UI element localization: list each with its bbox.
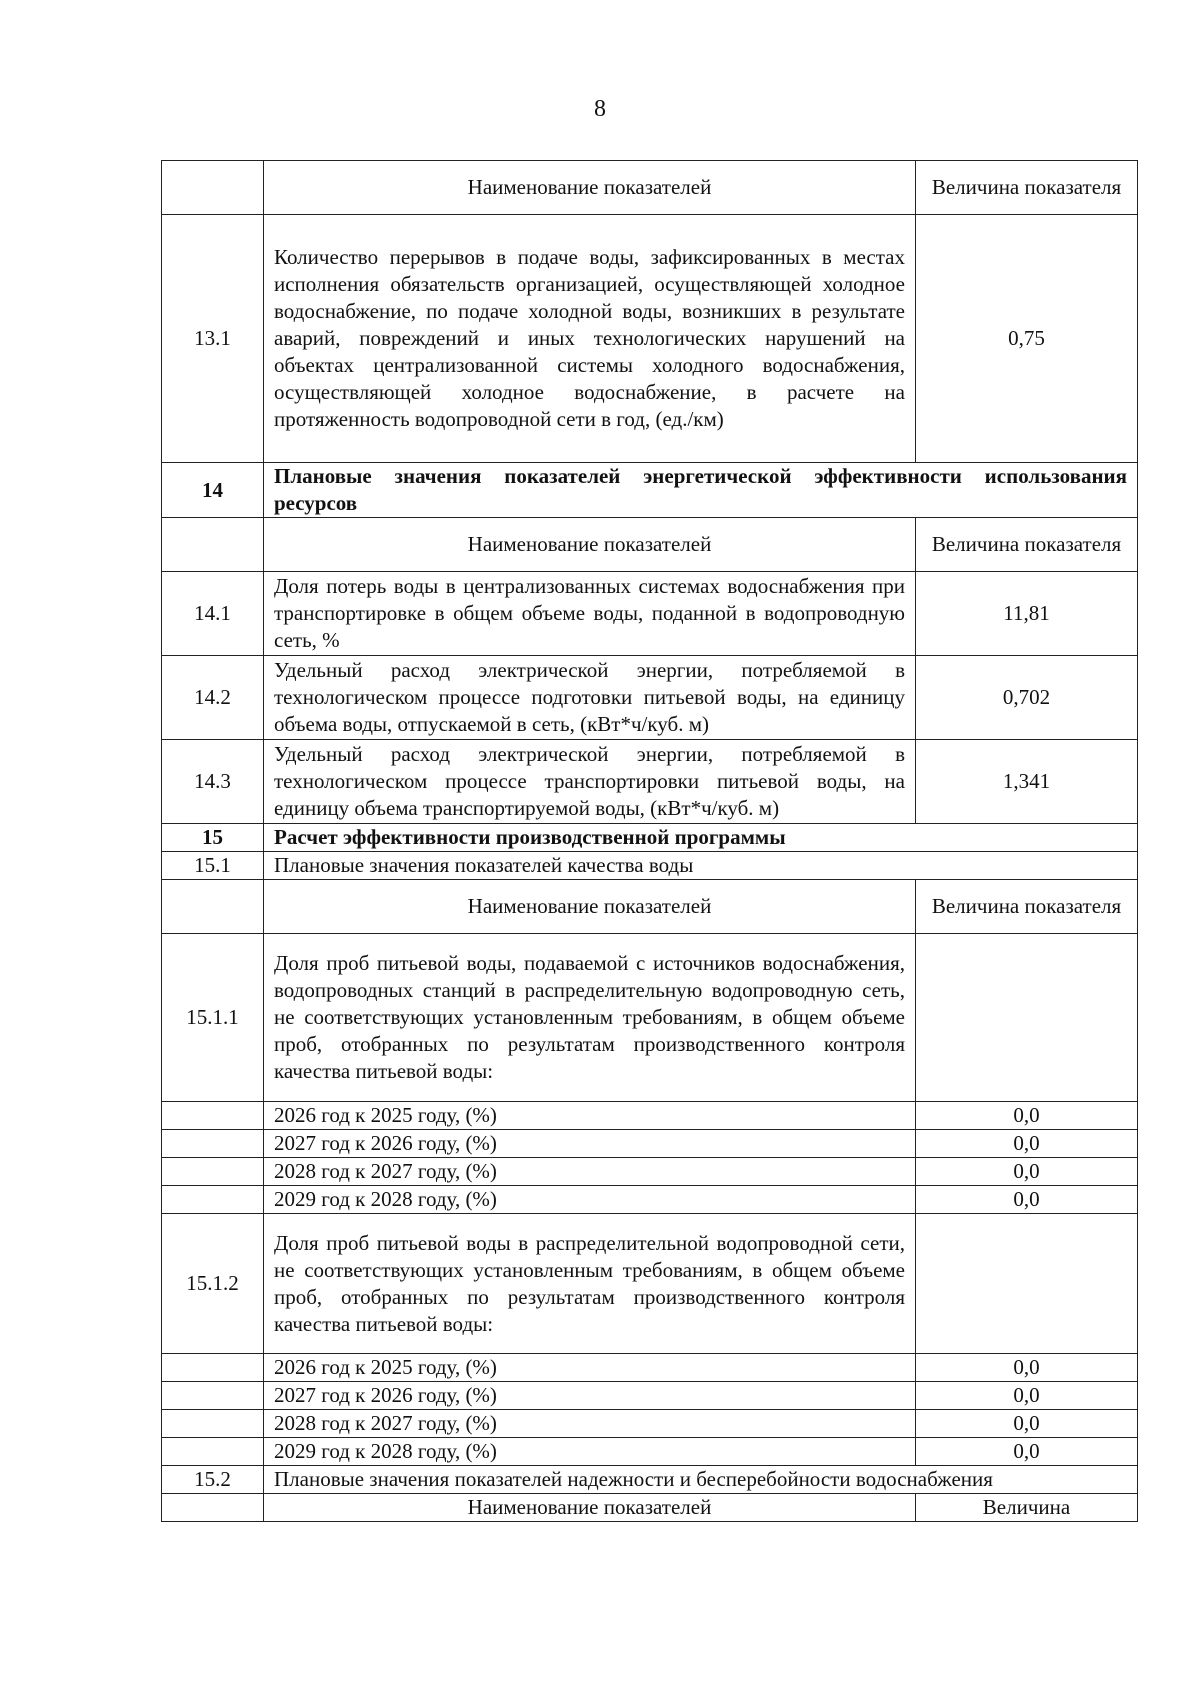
indicator-text: Удельный расход электрической энергии, потребляемой в технологическом процессе транспортировки питьевой воды, на единицу объема транспортируемой воды, (кВт*ч/куб. м): [264, 740, 916, 824]
year-label: 2029 год к 2028 году, (%): [264, 1186, 916, 1214]
year-label: 2027 год к 2026 году, (%): [264, 1130, 916, 1158]
header-name-cell: Наименование показателей: [264, 518, 916, 572]
empty-cell: [162, 1410, 264, 1438]
year-row: [162, 1410, 1138, 1438]
section-14-row: [162, 463, 1138, 518]
indicator-text: Удельный расход электрической энергии, потребляемой в технологическом процессе подготовки питьевой воды, на единицу объема воды, отпускаемой в сеть, (кВт*ч/куб. м): [264, 656, 916, 740]
empty-cell: [162, 161, 264, 215]
section-title: Плановые значения показателей энергетической эффективности использования ресурсов: [264, 463, 1138, 518]
year-label: 2028 год к 2027 году, (%): [264, 1158, 916, 1186]
empty-cell: [916, 1214, 1138, 1354]
year-label: 2029 год к 2028 году, (%): [264, 1438, 916, 1466]
section-title: Расчет эффективности производственной программы: [264, 824, 1138, 852]
year-value: 0,0: [916, 1102, 1138, 1130]
indicator-text: Количество перерывов в подаче воды, зафиксированных в местах исполнения обязательств организацией, осуществляющей холодное водоснабжение, по подаче холодной воды, возникших в результате аварий, повреждений и иных технологических нарушений на объектах централизованной системы холодного водоснабжения, осуществляющей холодное водоснабжение, в расчете на протяженность водопроводной сети в год, (ед./км): [264, 215, 916, 463]
table-header-row: [162, 161, 1138, 215]
header-value-cell: Величина показателя: [916, 161, 1138, 215]
header-value-cell: Величина показателя: [916, 880, 1138, 934]
year-value: 0,0: [916, 1158, 1138, 1186]
year-row: [162, 1354, 1138, 1382]
section-15-row: [162, 824, 1138, 852]
header-name-cell: Наименование показателей: [264, 880, 916, 934]
row-15-1-1: [162, 934, 1138, 1102]
empty-cell: [162, 1130, 264, 1158]
year-row: [162, 1130, 1138, 1158]
table-header-row: [162, 880, 1138, 934]
section-number: 14: [162, 463, 264, 518]
empty-cell: [162, 1494, 264, 1522]
row-number: 15.1.2: [162, 1214, 264, 1354]
empty-cell: [162, 1158, 264, 1186]
year-row: [162, 1186, 1138, 1214]
empty-cell: [162, 518, 264, 572]
year-row: [162, 1438, 1138, 1466]
indicator-text: Доля проб питьевой воды, подаваемой с источников водоснабжения, водопроводных станций в распределительную водопроводную сеть, не соответствующих установленным требованиям, в общем объеме проб, отобранных по результатам производственного контроля качества питьевой воды:: [264, 934, 916, 1102]
row-15-2: [162, 1466, 1138, 1494]
year-row: [162, 1382, 1138, 1410]
row-14-1: [162, 572, 1138, 656]
empty-cell: [162, 1102, 264, 1130]
row-number: 15.1: [162, 852, 264, 880]
year-value: 0,0: [916, 1382, 1138, 1410]
year-value: 0,0: [916, 1186, 1138, 1214]
empty-cell: [916, 934, 1138, 1102]
year-value: 0,0: [916, 1410, 1138, 1438]
indicators-table: [161, 160, 1138, 1522]
year-row: [162, 1158, 1138, 1186]
year-label: 2026 год к 2025 году, (%): [264, 1102, 916, 1130]
indicator-text: Доля проб питьевой воды в распределительной водопроводной сети, не соответствующих установленным требованиям, в общем объеме проб, отобранных по результатам производственного контроля качества питьевой воды:: [264, 1214, 916, 1354]
row-number: 15.1.1: [162, 934, 264, 1102]
row-number: 14.1: [162, 572, 264, 656]
indicator-value: 1,341: [916, 740, 1138, 824]
indicator-text: Доля потерь воды в централизованных системах водоснабжения при транспортировке в общем объеме воды, поданной в водопроводную сеть, %: [264, 572, 916, 656]
indicator-value: 0,702: [916, 656, 1138, 740]
section-number: 15: [162, 824, 264, 852]
subsection-title: Плановые значения показателей надежности и бесперебойности водоснабжения: [264, 1466, 1138, 1494]
row-number: 13.1: [162, 215, 264, 463]
row-number: 15.2: [162, 1466, 264, 1494]
row-13-1: [162, 215, 1138, 463]
year-label: 2027 год к 2026 году, (%): [264, 1382, 916, 1410]
year-label: 2028 год к 2027 году, (%): [264, 1410, 916, 1438]
empty-cell: [162, 1354, 264, 1382]
row-15-1-2: [162, 1214, 1138, 1354]
year-value: 0,0: [916, 1354, 1138, 1382]
row-number: 14.2: [162, 656, 264, 740]
header-value-cell: Величина показателя: [916, 518, 1138, 572]
page-number: 8: [594, 96, 606, 122]
header-name-cell: Наименование показателей: [264, 1494, 916, 1522]
row-14-2: [162, 656, 1138, 740]
empty-cell: [162, 1382, 264, 1410]
empty-cell: [162, 1438, 264, 1466]
empty-cell: [162, 1186, 264, 1214]
header-name-cell: Наименование показателей: [264, 161, 916, 215]
indicator-value: 0,75: [916, 215, 1138, 463]
year-value: 0,0: [916, 1438, 1138, 1466]
table-header-row: [162, 1494, 1138, 1522]
header-value-cell: Величина: [916, 1494, 1138, 1522]
empty-cell: [162, 880, 264, 934]
table-header-row: [162, 518, 1138, 572]
year-row: [162, 1102, 1138, 1130]
year-label: 2026 год к 2025 году, (%): [264, 1354, 916, 1382]
subsection-title: Плановые значения показателей качества воды: [264, 852, 1138, 880]
row-15-1: [162, 852, 1138, 880]
row-14-3: [162, 740, 1138, 824]
indicator-value: 11,81: [916, 572, 1138, 656]
year-value: 0,0: [916, 1130, 1138, 1158]
row-number: 14.3: [162, 740, 264, 824]
